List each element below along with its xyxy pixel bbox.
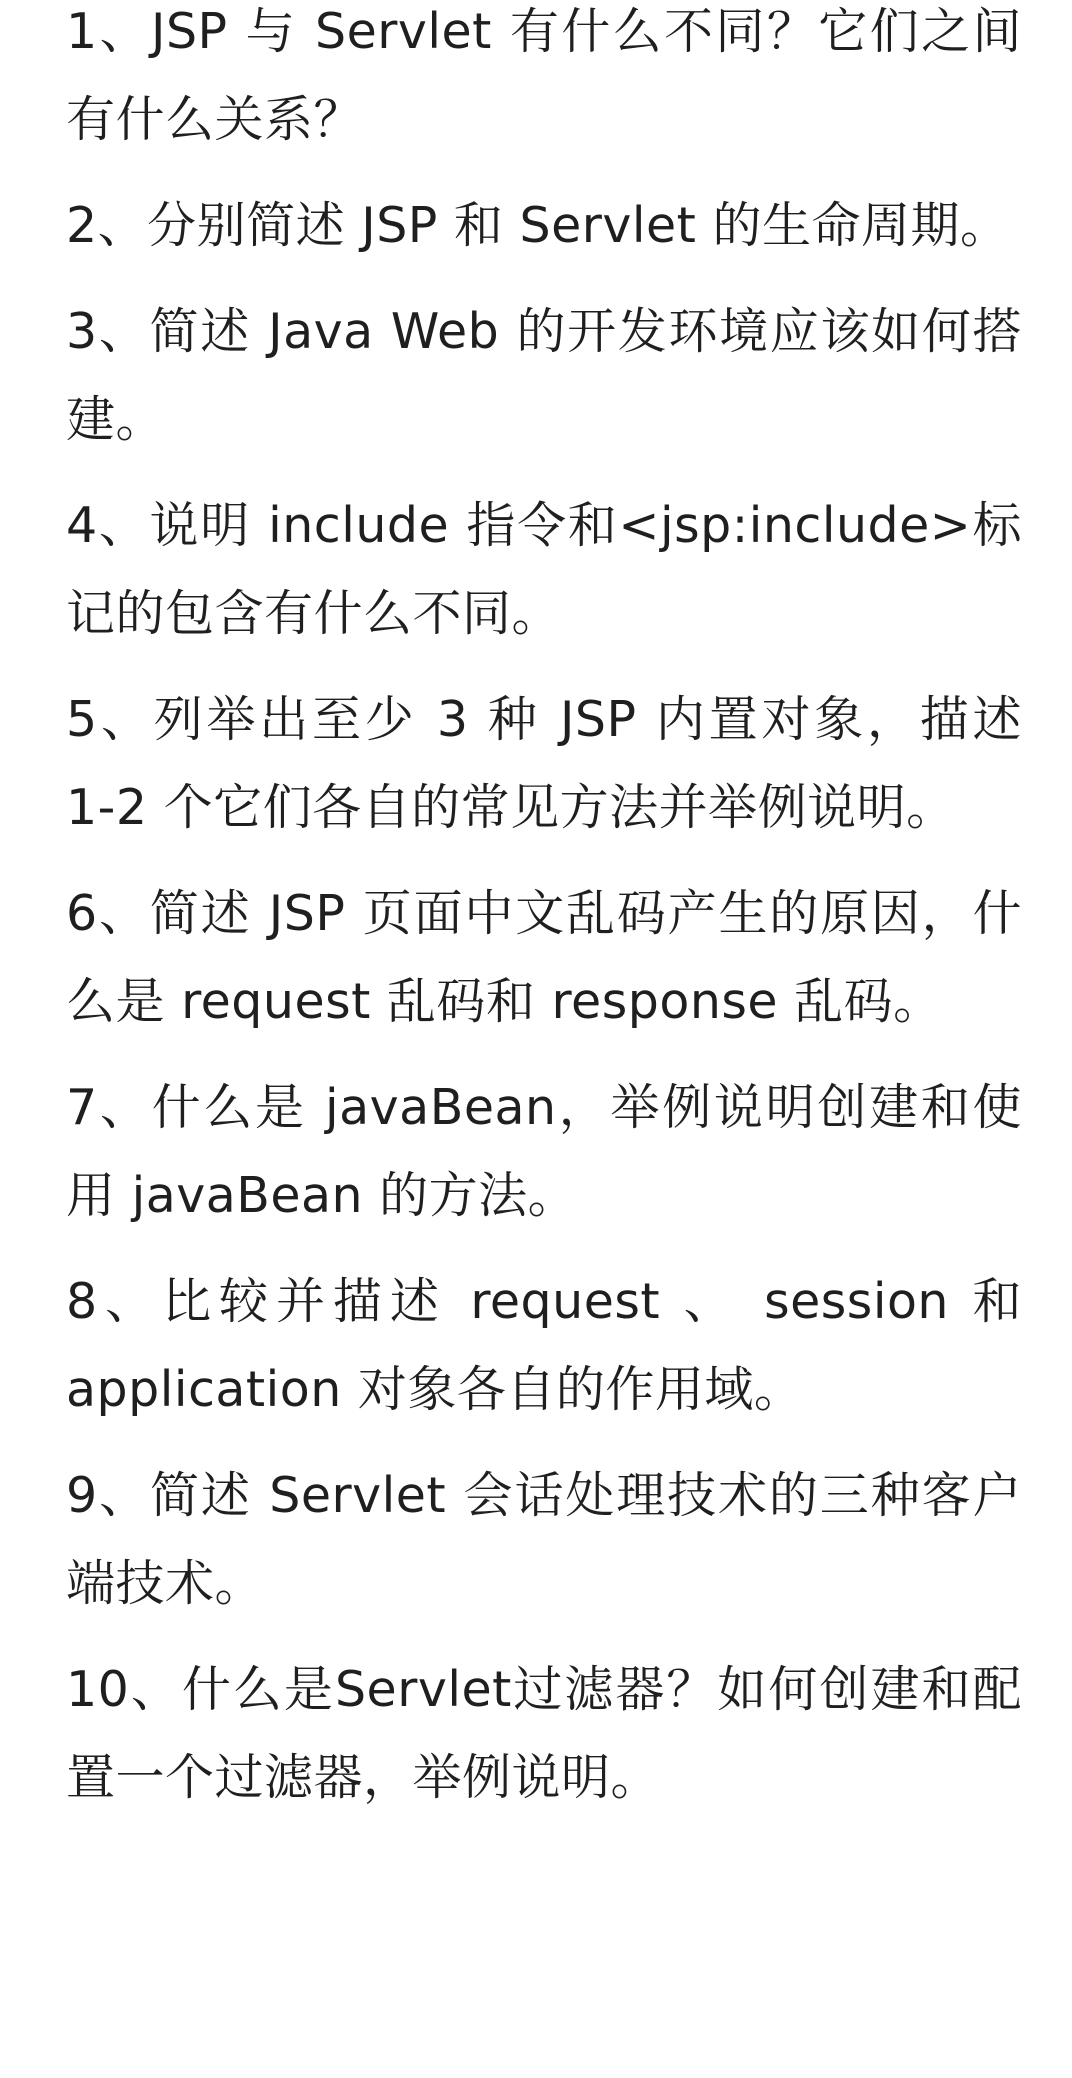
question-5: 5、列举出至少 3 种 JSP 内置对象，描述 1-2 个它们各自的常见方法并举例说明。	[66, 691, 1022, 836]
question-list	[66, 0, 1022, 1840]
question-1: 1、JSP 与 Servlet 有什么不同？它们之间有什么关系？	[66, 3, 1022, 148]
question-9: 9、简述 Servlet 会话处理技术的三种客户端技术。	[66, 1467, 1022, 1612]
question-2: 2、分别简述 JSP 和 Servlet 的生命周期。	[66, 197, 1010, 254]
question-7: 7、什么是 javaBean，举例说明创建和使用 javaBean 的方法。	[66, 1079, 1022, 1224]
question-3: 3、简述 Java Web 的开发环境应该如何搭建。	[66, 303, 1022, 448]
question-6: 6、简述 JSP 页面中文乱码产生的原因，什么是 request 乱码和 response 乱码。	[66, 885, 1022, 1030]
question-4: 4、说明 include 指令和<jsp:include>标记的包含有什么不同。	[66, 497, 1022, 642]
question-10: 10、什么是Servlet过滤器？如何创建和配置一个过滤器，举例说明。	[66, 1661, 1022, 1806]
question-8: 8、比较并描述 request 、 session 和 application 对象各自的作用域。	[66, 1273, 1022, 1418]
